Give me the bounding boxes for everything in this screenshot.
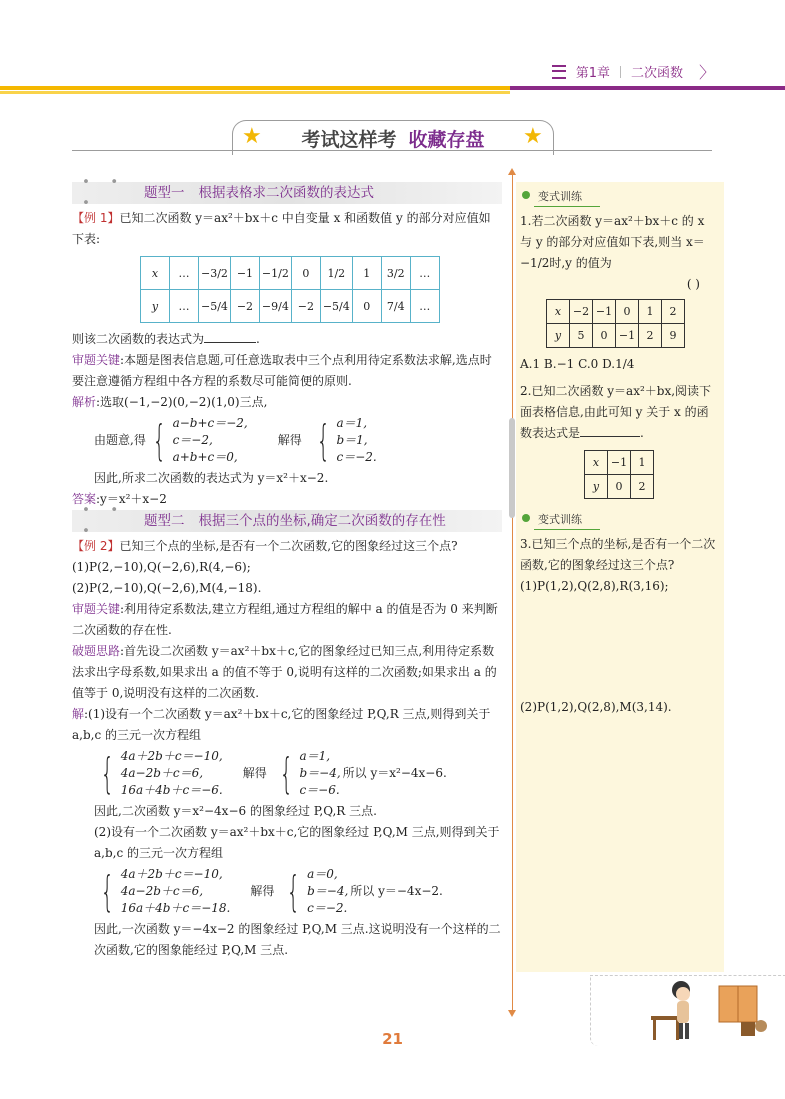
solution — [72, 392, 502, 413]
banner-title-b: 收藏存盘 — [408, 128, 485, 151]
scroll-up-icon[interactable] — [508, 168, 516, 175]
table-cell: 9 — [662, 324, 685, 348]
approach-text: :首先设二次函数 y＝ax²＋bx＋c,它的图象经过已知三点,利用待定系数法求出字母系数,如果求出 a 的值不等于 0,说明有这样的二次函数;如果求出 a 的值等于 0,说明没有这样的二次函数. — [72, 644, 497, 700]
brace-icon: { — [152, 415, 166, 465]
brace-icon: { — [316, 415, 330, 465]
brace-icon: { — [100, 866, 115, 916]
table-row — [141, 257, 440, 290]
equation: b＝1, — [336, 433, 368, 447]
solution-after: 所以 y＝x²−4x−6. — [342, 766, 447, 780]
equation-system — [72, 415, 502, 466]
table-cell: 3/2 — [381, 257, 410, 290]
table-cell: −5/4 — [320, 290, 352, 323]
brace-icon: { — [100, 748, 115, 798]
practice-question-3-part-1: (1)P(1,2),Q(2,8),R(3,16); — [520, 579, 669, 593]
section-title: 根据表格求二次函数的表达式 — [198, 184, 374, 201]
approach — [72, 641, 502, 704]
practice-question-1: 1.若二次函数 y＝ax²＋bx＋c 的 x 与 y 的部分对应值如下表,则当 x＝−1/2时,y 的值为 — [520, 214, 705, 270]
table-cell: … — [410, 257, 439, 290]
table-cell: 1 — [352, 257, 381, 290]
equation: c＝−2. — [336, 450, 377, 464]
table-row — [141, 290, 440, 323]
question-end: . — [256, 332, 260, 346]
practice-table-2 — [584, 450, 654, 499]
column-divider — [512, 175, 513, 1012]
answer-blank[interactable] — [580, 424, 640, 437]
scroll-down-icon[interactable] — [508, 1010, 516, 1017]
example-1-question — [72, 329, 502, 350]
table-cell: x — [547, 300, 570, 324]
answer-paren[interactable]: ( ) — [686, 277, 700, 291]
equation: 16a＋4b＋c＝−18. — [120, 901, 231, 915]
equation: a＝1, — [336, 416, 368, 430]
equation: c＝−6. — [299, 783, 340, 797]
star-icon: ★ — [242, 124, 262, 149]
equation: 4a−2b＋c＝6, — [120, 766, 204, 780]
table-cell: 0 — [616, 300, 639, 324]
section-label: 题型一 — [144, 184, 185, 201]
header-bar-purple — [510, 86, 785, 90]
label-answer: 答案 — [72, 492, 97, 506]
key-text: :利用待定系数法,建立方程组,通过方程组的解中 a 的值是否为 0 来判断二次函数的存在性. — [72, 602, 498, 637]
equation: 4a＋2b＋c＝−10, — [120, 749, 223, 763]
banner-title-a: 考试这样考 — [301, 128, 397, 151]
solution — [72, 704, 502, 746]
equation: 4a＋2b＋c＝−10, — [120, 867, 223, 881]
table-cell: y — [585, 475, 608, 499]
header-bar-yellow — [0, 86, 510, 90]
label-approach: 破题思路 — [72, 644, 121, 658]
table-cell: −1 — [608, 451, 631, 475]
question-text: 2.已知二次函数 y＝ax²＋bx,阅读下面表格信息,由此可知 y 关于 x 的函数表达式是 — [520, 384, 712, 440]
solve-word: 解得 — [250, 884, 275, 898]
label-solution: 解析 — [72, 395, 97, 409]
solution-conclusion: 因此,二次函数 y＝x²−4x−6 的图象经过 P,Q,R 三点. — [94, 804, 377, 818]
table-cell: 0 — [593, 324, 616, 348]
value-table — [140, 256, 440, 323]
table-cell: 0 — [608, 475, 631, 499]
example-1-stem — [72, 208, 502, 250]
table-cell: 2 — [631, 475, 654, 499]
table-cell: −2 — [291, 290, 320, 323]
table-row — [585, 475, 654, 499]
table-cell: 5 — [570, 324, 593, 348]
equation: 4a−2b＋c＝6, — [120, 884, 204, 898]
example-2-part-1: (1)P(2,−10),Q(−2,6),R(4,−6); — [72, 560, 251, 574]
equation: c＝−2, — [172, 433, 213, 447]
question-end: . — [640, 426, 644, 440]
practice-question-3: 3.已知三个点的坐标,是否有一个二次函数,它的图象经过这三个点? — [520, 537, 716, 572]
section-banner — [232, 120, 554, 155]
solution-after: 所以 y＝−4x−2. — [350, 884, 443, 898]
star-icon: ★ — [523, 124, 543, 149]
list-icon[interactable] — [552, 65, 566, 79]
example-2-part-2: (2)P(2,−10),Q(−2,6),M(4,−18). — [72, 581, 262, 595]
table-cell: x — [141, 257, 170, 290]
solution-text: (2)设有一个二次函数 y＝ax²＋bx＋c,它的图象经过 P,Q,M 三点,则得到关于 a,b,c 的三元一次方程组 — [94, 825, 500, 860]
practice-question-3-part-2: (2)P(1,2),Q(2,8),M(3,14). — [520, 700, 672, 714]
equation-system — [72, 748, 502, 799]
practice-options: A.1 B.−1 C.0 D.1/4 — [520, 357, 635, 371]
table-cell: −1 — [230, 257, 259, 290]
page-number: 21 — [382, 1030, 403, 1048]
equation: a＝0, — [307, 867, 338, 881]
table-cell: 2 — [662, 300, 685, 324]
scrollbar-thumb[interactable] — [509, 418, 515, 518]
equation: b＝−4, — [299, 766, 341, 780]
section-header-1 — [72, 174, 502, 211]
table-cell: … — [410, 290, 439, 323]
equation: 16a＋4b＋c＝−6. — [120, 783, 223, 797]
example-text: 已知三个点的坐标,是否有一个二次函数,它的图象经过这三个点? — [119, 539, 458, 553]
solve-word: 解得 — [242, 766, 267, 780]
label-solution: 解 — [72, 707, 85, 721]
system-1 — [94, 748, 223, 799]
solution-conclusion: 因此,所求二次函数的表达式为 y＝x²＋x−2. — [94, 471, 329, 485]
example-2-stem — [72, 536, 502, 557]
table-cell: 2 — [639, 324, 662, 348]
brace-icon: { — [279, 748, 293, 798]
table-cell: y — [547, 324, 570, 348]
cell-value: −3/2 — [201, 266, 228, 280]
table-cell: −9/4 — [259, 290, 291, 323]
brace-icon: { — [287, 866, 301, 916]
system-2 — [280, 866, 348, 917]
question-text: 则该二次函数的表达式为 — [72, 332, 205, 346]
table-cell: 1 — [631, 451, 654, 475]
system-2 — [273, 748, 341, 799]
table-cell: −1/2 — [259, 257, 291, 290]
solution-prefix: 由题意,得 — [94, 433, 146, 447]
answer-blank[interactable] — [204, 330, 256, 343]
equation-system — [72, 866, 502, 917]
equation: a＝1, — [299, 749, 331, 763]
table-row — [547, 324, 685, 348]
equation: a−b+c＝−2, — [172, 416, 248, 430]
analysis-key — [72, 350, 502, 392]
table-cell: −2 — [230, 290, 259, 323]
example-tag: 【例 1】 — [72, 211, 120, 225]
table-cell: y — [141, 290, 170, 323]
main-column — [72, 174, 502, 961]
practice-column — [520, 186, 718, 718]
key-text: :本题是图表信息题,可任意选取表中三个点利用待定系数法求解,选点时要注意遵循方程组中各方程的系数尽可能简便的原则. — [72, 353, 492, 388]
analysis-key — [72, 599, 502, 641]
system-2 — [310, 415, 377, 466]
table-cell — [199, 257, 231, 290]
example-text: 已知二次函数 y＝ax²＋bx＋c 中自变量 x 和函数值 y 的部分对应值如下表: — [72, 211, 491, 246]
table-cell: 1 — [639, 300, 662, 324]
section-title: 根据三个点的坐标,确定二次函数的存在性 — [198, 512, 446, 529]
chapter-number: 第1章 — [575, 66, 610, 81]
practice-tag: 变式训练 — [520, 186, 590, 207]
equation: a+b+c＝0, — [172, 450, 238, 464]
table-row — [585, 451, 654, 475]
solution-text: :(1)设有一个二次函数 y＝ax²＋bx＋c,它的图象经过 P,Q,R 三点,则得到关于 a,b,c 的三元一次方程组 — [72, 707, 491, 742]
table-cell: −5/4 — [199, 290, 231, 323]
section-dots: • • • — [82, 502, 127, 539]
table-row — [547, 300, 685, 324]
system-1 — [146, 415, 248, 466]
table-cell: 0 — [291, 257, 320, 290]
chapter-nav[interactable] — [552, 60, 715, 83]
answer-text: :y＝x²＋x−2 — [96, 492, 167, 506]
table-cell: … — [170, 257, 199, 290]
solution-conclusion: 因此,一次函数 y＝−4x−2 的图象经过 P,Q,M 三点.这说明没有一个这样的二次函数,它的图象能经过 P,Q,M 三点. — [94, 922, 501, 957]
practice-question-2 — [520, 381, 718, 444]
label-key: 审题关键 — [72, 602, 121, 616]
table-cell: x — [585, 451, 608, 475]
section-header-2 — [72, 502, 502, 539]
equation: c＝−2. — [307, 901, 348, 915]
solve-word: 解得 — [277, 433, 302, 447]
example-tag: 【例 2】 — [72, 539, 120, 553]
practice-tag: 变式训练 — [520, 509, 590, 530]
table-cell: −1 — [616, 324, 639, 348]
solution-line: :选取(−1,−2)(0,−2)(1,0)三点, — [96, 395, 268, 409]
table-cell: 1/2 — [320, 257, 352, 290]
table-cell: 0 — [352, 290, 381, 323]
chevron-right-icon[interactable]: 〉 — [698, 63, 715, 82]
system-1 — [94, 866, 230, 917]
practice-table-1 — [546, 299, 685, 348]
table-cell: … — [170, 290, 199, 323]
header-bar-yellow-thin — [0, 91, 510, 94]
section-dots: • • • — [82, 174, 127, 211]
chapter-title: 二次函数 — [630, 66, 683, 81]
section-label: 题型二 — [144, 512, 185, 529]
equation: b＝−4, — [307, 884, 349, 898]
table-cell: 7/4 — [381, 290, 410, 323]
divider — [620, 66, 621, 78]
table-cell: −2 — [570, 300, 593, 324]
label-key: 审题关键 — [72, 353, 121, 367]
table-cell: −1 — [593, 300, 616, 324]
